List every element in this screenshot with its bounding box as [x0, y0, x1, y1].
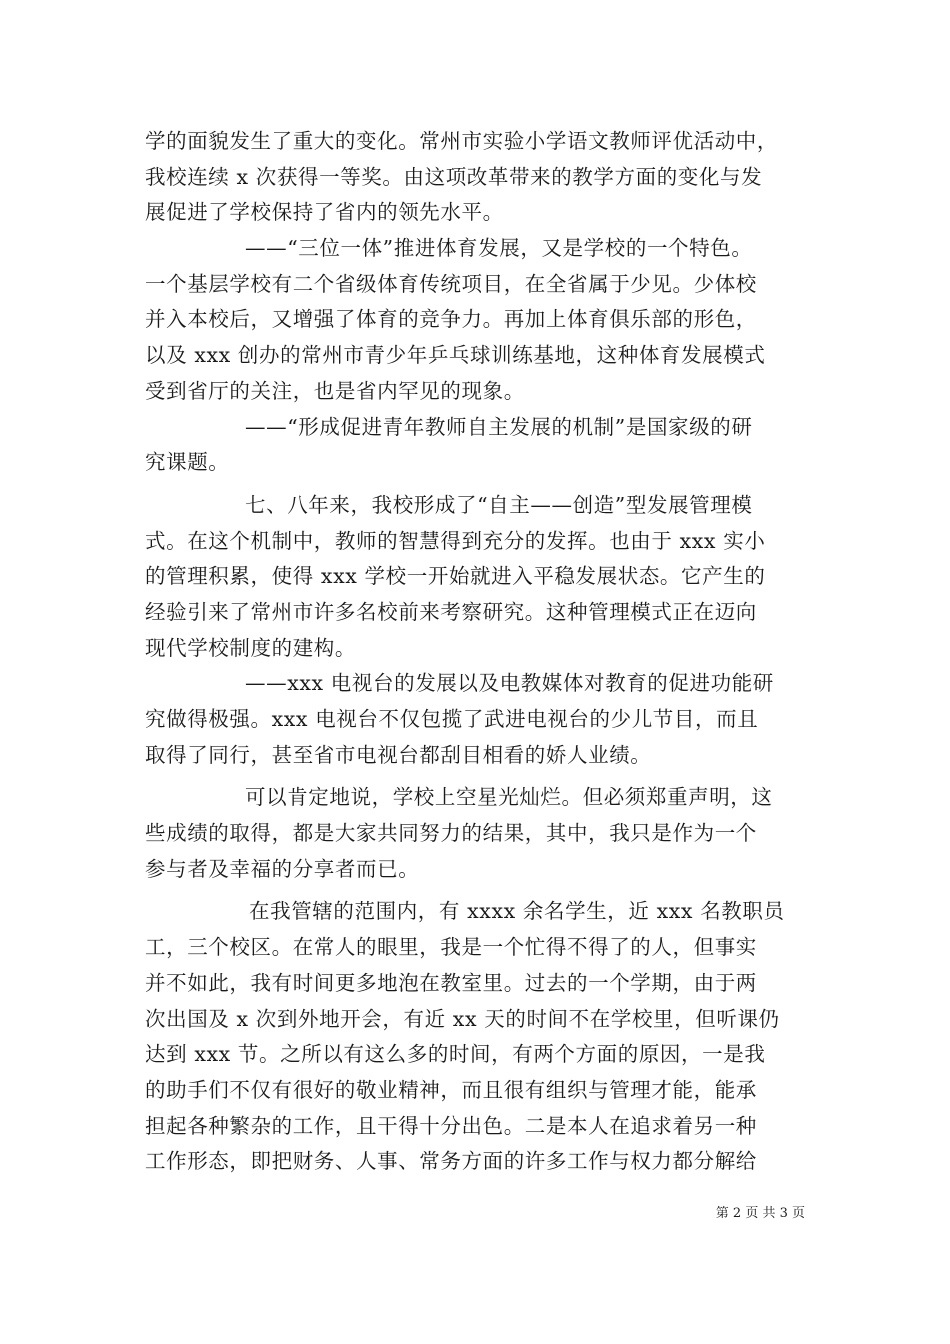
text-line: 并不如此，我有时间更多地泡在教室里。过去的一个学期，由于两 — [145, 970, 757, 995]
text-line: 并入本校后，又增强了体育的竞争力。再加上体育俱乐部的形色， — [145, 307, 757, 332]
text-line: 些成绩的取得，都是大家共同努力的结果，其中，我只是作为一个 — [145, 821, 757, 846]
text-line: ——“三位一体”推进体育发展，又是学校的一个特色。 — [245, 236, 753, 261]
text-line: 一个基层学校有二个省级体育传统项目，在全省属于少见。少体校 — [145, 271, 757, 296]
text-line: 式。在这个机制中，教师的智慧得到充分的发挥。也由于 xxx 实小 — [145, 528, 766, 553]
text-line: 受到省厅的关注，也是省内罕见的现象。 — [145, 378, 525, 403]
text-line: 究课题。 — [145, 450, 230, 475]
text-line: 经验引来了常州市许多名校前来考察研究。这种管理模式正在迈向 — [145, 599, 757, 624]
text-line: 以及 xxx 创办的常州市青少年乒乓球训练基地，这种体育发展模式 — [145, 343, 766, 368]
paragraph-gap — [145, 481, 805, 488]
text-line: ——“形成促进青年教师自主发展的机制”是国家级的研 — [245, 414, 753, 439]
text-line: 学的面貌发生了重大的变化。常州市实验小学语文教师评优活动中， — [145, 129, 778, 153]
text-line: 可以肯定地说，学校上空星光灿烂。但必须郑重声明，这 — [245, 785, 773, 810]
text-line: 工，三个校区。在常人的眼里，我是一个忙得不得了的人，但事实 — [145, 935, 757, 960]
text-line: 究做得极强。xxx 电视台不仅包揽了武进电视台的少儿节目，而且 — [145, 707, 759, 731]
text-line: 现代学校制度的建构。 — [145, 635, 356, 660]
text-line: 展促进了学校保持了省内的领先水平。 — [145, 200, 504, 225]
text-line: 工作形态，即把财务、人事、常务方面的许多工作与权力都分解给 — [145, 1149, 757, 1174]
text-line: 次出国及 x 次到外地开会，有近 xx 天的时间不在学校里，但听课仍 — [145, 1006, 780, 1031]
text-line: 七、八年来，我校形成了“自主——创造”型发展管理模 — [245, 492, 753, 517]
text-line: 在我管辖的范围内，有 xxxx 余名学生，近 xxx 名教职员 — [249, 899, 785, 924]
text-line: 我校连续 x 次获得一等奖。由这项改革带来的教学方面的变化与发 — [145, 164, 763, 189]
text-line: ——xxx 电视台的发展以及电教媒体对教育的促进功能研 — [245, 671, 774, 696]
text-line: 取得了同行，甚至省市电视台都刮目相看的娇人业绩。 — [145, 742, 652, 767]
text-line: 的管理积累，使得 xxx 学校一开始就进入平稳发展状态。它产生的 — [145, 564, 766, 589]
text-line: 的助手们不仅有很好的敬业精神，而且很有组织与管理才能，能承 — [145, 1077, 757, 1102]
paragraph-gap — [145, 887, 805, 894]
paragraph-gap — [145, 773, 805, 780]
text-line: 担起各种繁杂的工作，且干得十分出色。二是本人在追求着另一种 — [145, 1113, 757, 1138]
text-line: 参与者及幸福的分享者而已。 — [145, 856, 420, 881]
document-body — [145, 124, 805, 1180]
text-line: 达到 xxx 节。之所以有这么多的时间，有两个方面的原因，一是我 — [145, 1042, 766, 1067]
page-number-footer: 第 2 页 共 3 页 — [715, 1206, 805, 1221]
